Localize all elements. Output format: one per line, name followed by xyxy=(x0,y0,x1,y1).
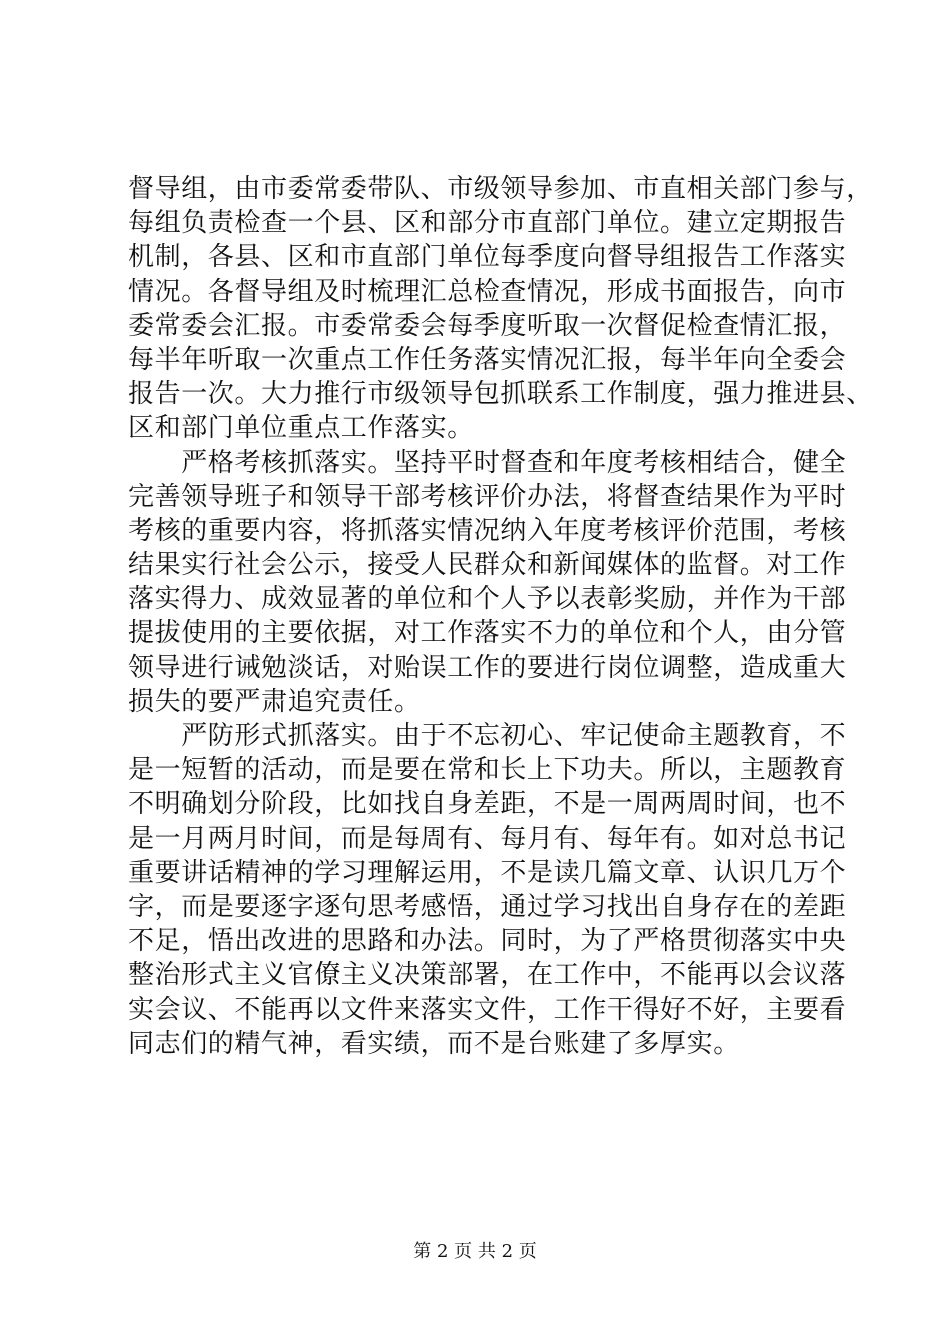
text-line: 情况。各督导组及时梳理汇总检查情况，形成书面报告，向市 xyxy=(128,276,847,307)
text-line: 区和部门单位重点工作落实。 xyxy=(128,413,474,444)
text-line: 领导进行诫勉淡话，对贻误工作的要进行岗位调整，造成重大 xyxy=(128,652,847,683)
text-line: 督导组，由市委常委带队、市级领导参加、市直相关部门参与， xyxy=(128,174,873,204)
text-line: 落实得力、成效显著的单位和个人予以表彰奖励，并作为干部 xyxy=(128,584,847,615)
text-line: 提拔使用的主要依据，对工作落实不力的单位和个人，由分管 xyxy=(128,618,847,649)
text-line: 严防形式抓落实。由于不忘初心、牢记使命主题教育，不 xyxy=(128,721,847,751)
text-line: 考核的重要内容，将抓落实情况纳入年度考核评价范围，考核 xyxy=(128,515,847,546)
text-line: 完善领导班子和领导干部考核评价办法，将督查结果作为平时 xyxy=(128,481,847,512)
text-line: 实会议、不能再以文件来落实文件，工作干得好不好，主要看 xyxy=(128,994,847,1025)
text-line: 每组负责检查一个县、区和部分市直部门单位。建立定期报告 xyxy=(128,208,847,239)
text-line: 委常委会汇报。市委常委会每季度听取一次督促检查情汇报， xyxy=(128,310,847,341)
text-line: 不足，悟出改进的思路和办法。同时，为了严格贯彻落实中央 xyxy=(128,926,847,957)
text-line: 结果实行社会公示，接受人民群众和新闻媒体的监督。对工作 xyxy=(128,550,847,581)
text-line: 整治形式主义官僚主义决策部署，在工作中，不能再以会议落 xyxy=(128,960,847,991)
text-line: 机制，各县、区和市直部门单位每季度向督导组报告工作落实 xyxy=(128,242,847,273)
text-line: 报告一次。大力推行市级领导包抓联系工作制度，强力推进县、 xyxy=(128,379,873,410)
document-body xyxy=(128,172,873,1061)
text-line: 是一月两月时间，而是每周有、每月有、每年有。如对总书记 xyxy=(128,823,847,854)
text-line: 损失的要严肃追究责任。 xyxy=(128,686,421,717)
page-number-footer: 第 2 页 共 2 页 xyxy=(413,1241,537,1262)
text-line: 不明确划分阶段，比如找自身差距，不是一周两周时间，也不 xyxy=(128,789,847,820)
text-line: 每半年听取一次重点工作任务落实情况汇报，每半年向全委会 xyxy=(128,344,847,375)
text-line: 重要讲话精神的学习理解运用，不是读几篇文章、认识几万个 xyxy=(128,857,847,888)
text-line: 同志们的精气神，看实绩，而不是台账建了多厚实。 xyxy=(128,1028,740,1059)
text-line: 是一短暂的活动，而是要在常和长上下功夫。所以，主题教育 xyxy=(128,755,847,786)
text-line: 严格考核抓落实。坚持平时督查和年度考核相结合，健全 xyxy=(128,447,847,478)
text-line: 字，而是要逐字逐句思考感悟，通过学习找出自身存在的差距 xyxy=(128,891,847,922)
